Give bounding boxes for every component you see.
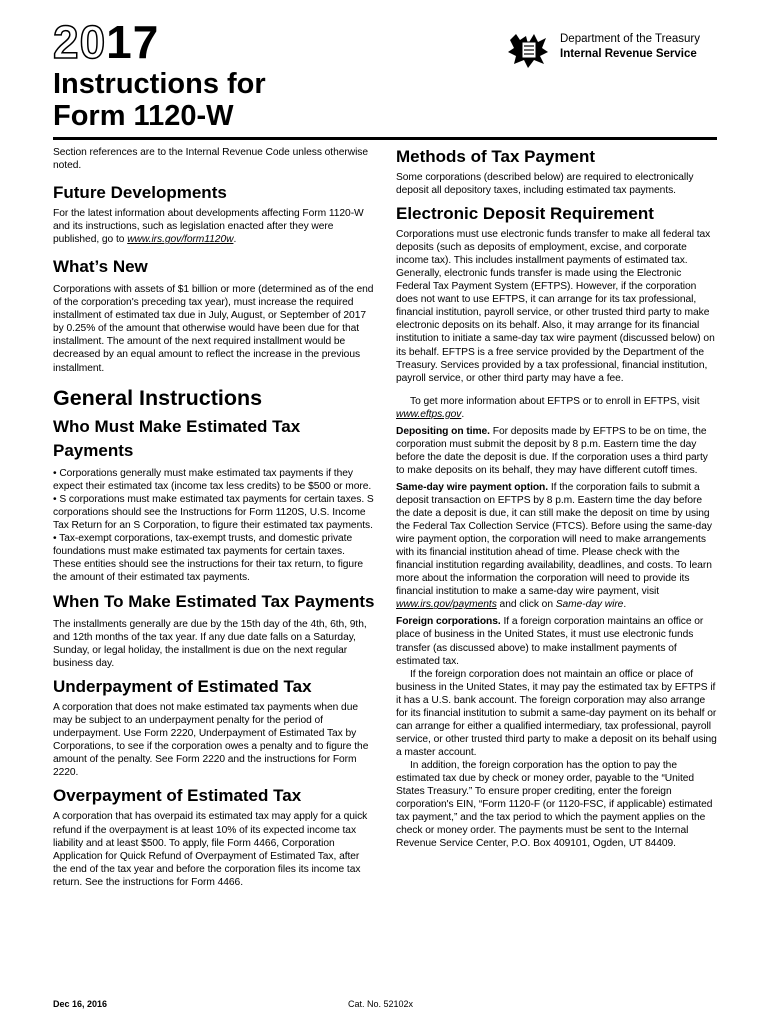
form-year	[53, 16, 160, 68]
same-day-wire-text: Same-day wire payment option. If the corporation fails to submit a deposit transaction on EFTPS by 8 p.m. Eastern time the day before the date a deposit is due, it can still make the deposit on time by using the Federal Tax Collection Service (FTCS). Before using the same-day wire payment option, the corporation will need to make arrangements with its financial institution ahead of time. Please check with the financial institution regarding availability, deadlines, and costs. To learn more about the information the corporation will need to provide its financial institution to make a same-day wire payment, visit www.irs.gov/payments and click on Same-day wire.	[396, 481, 712, 611]
footer-date: Dec 16, 2016	[53, 999, 108, 1009]
depositing-on-time-label: Depositing on time.	[396, 425, 490, 437]
electronic-deposit-heading: Electronic Deposit Requirement	[396, 204, 654, 224]
overpayment-heading: Overpayment of Estimated Tax	[53, 786, 302, 806]
underpayment-text: A corporation that does not make estimated tax payments when due may be subject to an underpayment penalty for the period of underpayment. Use Form 2220, Underpayment of Estimated Tax by Corporations, to see if the corporation owes a penalty and to figure the amount of the penalty. See Form 2220 and the instructions for Form 2220.	[53, 702, 369, 779]
who-must-make-heading: Who Must Make Estimated Tax Payments	[53, 416, 301, 460]
intro-text: Section references are to the Internal Revenue Code unless otherwise noted.	[53, 147, 368, 172]
eftps-text: To get more information about EFTPS or to enroll in EFTPS, visit www.eftps.gov.	[396, 395, 700, 420]
future-developments-text: For the latest information about developments affecting Form 1120-W and its instructions, such as legislation enacted after they were published, go to www.irs.gov/form1120w.	[53, 208, 364, 246]
future-developments-heading: Future Developments	[53, 183, 227, 203]
who-bullet-2: • S corporations must make estimated tax payments for certain taxes. S corporations should see the Instructions for Form 1120S, U.S. Income Tax Return for an S Corporation, to figure their estimated tax payments.	[53, 493, 374, 531]
underpayment-heading: Underpayment of Estimated Tax	[53, 677, 312, 697]
depositing-on-time-text: Depositing on time. For deposits made by EFTPS to be on time, the corporation must submit the deposit by 8 p.m. Eastern time the day before the date the deposit is due. If the corporation uses a third party to make deposits on its behalf, they may have different cutoff times.	[396, 425, 708, 476]
right-column	[396, 146, 718, 850]
eftps-link[interactable]: www.eftps.gov	[396, 408, 462, 420]
who-bullet-1: • Corporations generally must make estimated tax payments if they expect their estimated tax (income tax less credits) to be $500 or more.	[53, 467, 372, 492]
whats-new-text: Corporations with assets of $1 billion or more (determined as of the end of the corporation's preceding tax year), must increase the required installment of estimated tax due in July, August, or September of 2017 by 0.25% of the amount that otherwise would have been due for that installment. The amount of the next required installment would be decreased by an equal amount to reflect the increase in the previous installment.	[53, 284, 374, 374]
when-to-make-text: The installments generally are due by the 15th day of the 4th, 6th, 9th, and 12th months of the tax year. If any due date falls on a Saturday, Sunday, or legal holiday, the installment is due on the next regular business day.	[53, 618, 367, 670]
form1120w-link[interactable]: www.irs.gov/form1120w	[127, 234, 234, 246]
electronic-deposit-text: Corporations must use electronic funds transfer to make all federal tax deposits (such as deposits of employment, excise, and corporate income tax). This includes installment payments of estimated tax. Generally, electronic funds transfer is made using the Electronic Federal Tax Payment System (EFTPS). However, if the corporation does not want to use EFTPS, it can arrange for its tax professional, financial institution, payroll service, or other trusted third party to make electronic deposits on its behalf. Also, it may arrange for its financial institution to initiate a same-day tax wire payment (discussed below) on its behalf. EFTPS is a free service provided by the Department of the Treasury. Services provided by a tax professional, financial institution, payroll service, or other third party may have a fee.	[396, 229, 715, 384]
left-column	[53, 146, 375, 889]
header-rule	[53, 137, 717, 140]
when-to-make-heading: When To Make Estimated Tax Payments	[53, 591, 375, 611]
catalog-number: Cat. No. 52102x	[348, 999, 414, 1009]
foreign-corporations-p3: In addition, the foreign corporation has the option to pay the estimated tax due by check or money order, payable to the “United States Treasury.” To ensure proper crediting, enter the foreign corporation's EIN, “Form 1120-F (or 1120-FSC, if applicable) estimated tax payment,” and the tax period to which the payment applies on the check or money order. The payments must be sent to the Internal Revenue Service Center, P.O. Box 409101, Ogden, UT 84409.	[396, 759, 713, 850]
year-outline: 20	[53, 16, 107, 68]
title-line-2: Form 1120-W	[53, 100, 234, 132]
methods-heading: Methods of Tax Payment	[396, 147, 595, 166]
foreign-corporations-text: Foreign corporations. If a foreign corporation maintains an office or place of business in the United States, it must use electronic funds transfer (as discussed above) to make installment payments of estimated tax.	[396, 616, 704, 667]
same-day-wire-label: Same-day wire payment option.	[396, 481, 549, 493]
methods-text: Some corporations (described below) are required to electronically deposit all depository taxes, including estimated tax payments.	[396, 172, 694, 197]
department-name: Department of the Treasury	[560, 33, 700, 45]
irs-payments-link[interactable]: www.irs.gov/payments	[396, 599, 497, 611]
whats-new-heading: What’s New	[53, 257, 148, 277]
year-solid: 17	[106, 16, 160, 68]
general-instructions-heading: General Instructions	[53, 385, 263, 410]
agency-name: Internal Revenue Service	[560, 48, 697, 60]
foreign-corporations-label: Foreign corporations.	[396, 616, 501, 628]
title-line-1: Instructions for	[53, 68, 266, 100]
who-bullet-3: • Tax-exempt corporations, tax-exempt trusts, and domestic private foundations must make estimated tax payments for certain taxes. These entities should see the instructions for their tax return, to figure the amount of their estimated tax payments.	[53, 532, 364, 583]
irs-eagle-logo	[506, 30, 550, 70]
foreign-corporations-p2: If the foreign corporation does not maintain an office or place of business in the United States, it may pay the estimated tax by EFTPS if it has a U.S. bank account. The foreign corporation may also arrange for its financial institution to submit a same-day payment on its behalf or can arrange for either a qualified intermediary, tax professional, payroll service, or other trusted third party to make a deposit on its behalf using a master account.	[396, 668, 717, 758]
overpayment-text: A corporation that has overpaid its estimated tax may apply for a quick refund if the overpayment is at least 10% of its expected income tax liability and at least $500. To apply, file Form 4466, Corporation Application for Quick Refund of Overpayment of Estimated Tax, after the end of the tax year and before the corporation files its income tax return. See the instructions for Form 4466.	[53, 811, 368, 888]
page-title	[53, 68, 266, 132]
